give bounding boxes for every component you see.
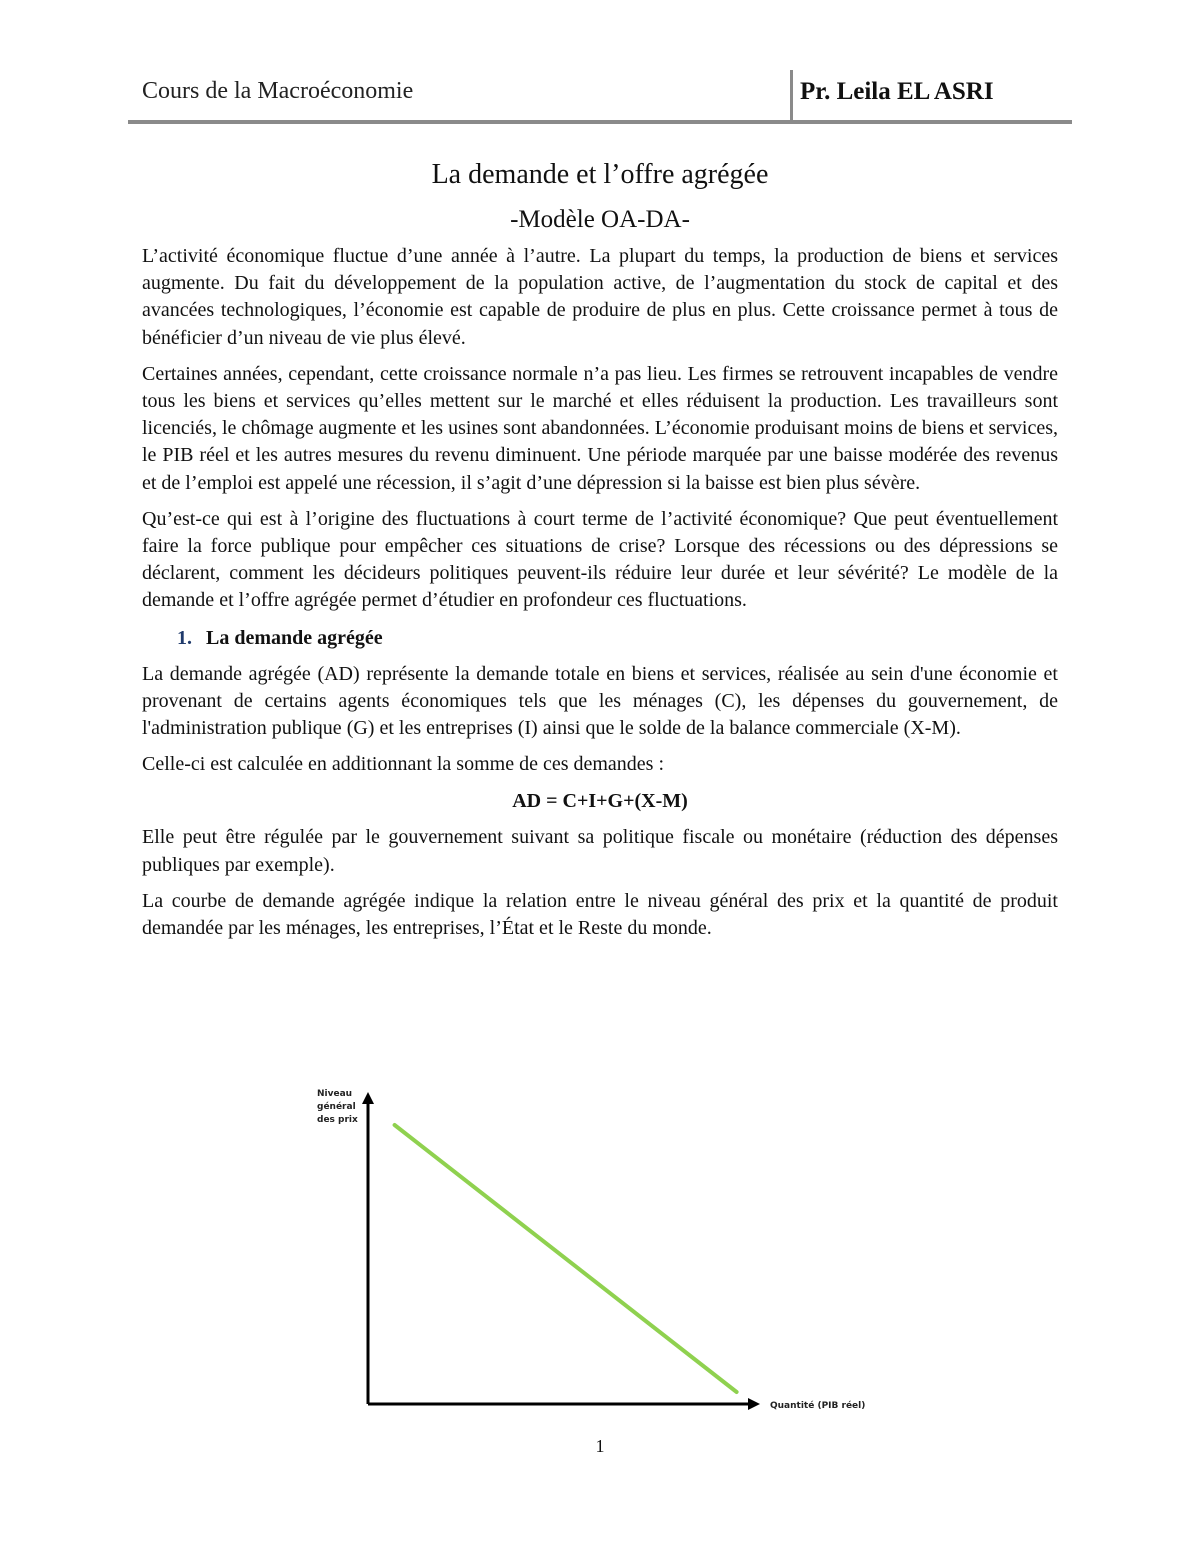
section-title: La demande agrégée <box>206 626 383 649</box>
section-paragraph-3: Elle peut être régulée par le gouvernement suivant sa politique fiscale ou monétaire (réduction des dépenses publiques par exemple). <box>142 826 1058 876</box>
section-paragraph-1: La demande agrégée (AD) représente la demande totale en biens et services, réalisée au sein d'une économie et provenant de certains agents économiques tels que les ménages (C), les dépenses du gouvernement, de l'administration publique (G) et les entreprises (I) ainsi que le solde de la balance commerciale (X-M). <box>142 662 1058 740</box>
ad-formula: AD = C+I+G+(X-M) <box>512 790 688 813</box>
document-body <box>142 155 1058 951</box>
course-title: Cours de la Macroéconomie <box>142 78 414 104</box>
section-paragraph-4: La courbe de demande agrégée indique la relation entre le niveau général des prix et la quantité de produit demandée par les ménages, les entreprises, l’État et le Reste du monde. <box>142 889 1058 940</box>
author-name: Pr. Leila EL ASRI <box>800 78 994 105</box>
aggregate-demand-chart <box>300 1078 880 1418</box>
document-subtitle: -Modèle OA-DA- <box>510 206 690 233</box>
y-axis-label-line: Niveau <box>317 1089 353 1099</box>
document-title: La demande et l’offre agrégée <box>431 159 769 190</box>
section-paragraph-2: Celle-ci est calculée en additionnant la somme de ces demandes : <box>142 753 665 776</box>
intro-paragraph-1: L’activité économique fluctue d’une année à l’autre. La plupart du temps, la production de biens et services augmente. Du fait du développement de la population active, de l’augmentation du stock de capital et des avancées technologiques, l’économie est capable de produire de plus en plus. Cette croissance permet à tous de bénéficier d’un niveau de vie plus élevé. <box>142 245 1058 349</box>
ad-curve <box>395 1125 737 1392</box>
x-axis-label: Quantité (PIB réel) <box>770 1401 866 1411</box>
header-divider <box>790 70 793 120</box>
y-axis-label-line: général <box>317 1102 356 1112</box>
intro-paragraph-3: Qu’est-ce qui est à l’origine des fluctuations à court terme de l’activité économique? Que peut éventuellement faire la force publique pour empêcher ces situations de crise? Lorsque des récessions ou des dépressions se déclarent, comment les décideurs politiques peuvent-ils réduire leur durée et leur sévérité? Le modèle de la demande et l’offre agrégée permet d’étudier en profondeur ces fluctuations. <box>142 507 1058 612</box>
x-axis-arrow <box>748 1398 760 1410</box>
page-number: 1 <box>595 1436 605 1456</box>
y-axis-arrow <box>362 1092 374 1104</box>
y-axis-label-line: des prix <box>317 1115 358 1125</box>
page-header <box>128 70 1072 124</box>
intro-paragraph-2: Certaines années, cependant, cette croissance normale n’a pas lieu. Les firmes se retrouvent incapables de vendre tous les biens et services qu’elles mettent sur le marché et elles réduisent la production. Les travailleurs sont licenciés, le chômage augmente et les usines sont abandonnées. L’économie produisant moins de biens et services, le PIB réel et les autres mesures du revenu diminuent. Une période marquée par une baisse modérée des revenus et de l’emploi est appelé une récession, il s’agit d’une dépression si la baisse est bien plus sévère. <box>142 362 1058 494</box>
section-number: 1. <box>177 626 192 649</box>
section-heading <box>177 624 1058 652</box>
